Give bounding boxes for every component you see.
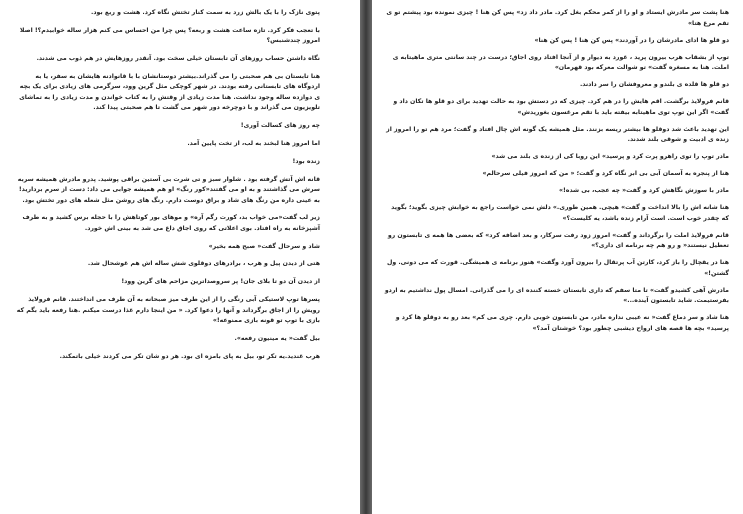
right-page [372, 0, 743, 514]
page-gutter [360, 0, 372, 514]
paragraph: قانم فرولایذ برگشت. اقم هایش را در هم کرد. چیزی که در دستش بود به حالت تهدید برای دو قلو ها تکان داد و گفت» اگر این توپ توی ماهیتابه بیفته باید با تقم مرغسون بغوریدش» [393, 98, 729, 116]
paragraph: هنا پشت سر مادرش ایستاد و او را از کمر محکم بغل کرد. مادر داد زد» پس کن هنا ! چیزی نمونده بود پیشتم تو ی تقم مرغ هتا» [386, 9, 729, 27]
paragraph: هنا تابستان بی هم صحبتی را می گذراند.بیشتر دوستانشان با با قانوادنه هایشان به سفر، یا به اردوگاه های تابستانی رفته بودند. در شهر کوچکی مثل گرین وود، سرگرمی های زیادی برای یک بچه ی دوازده ساله وجود نداشت. هنا مدت زیادی از وقتش را به کتاب خواندن و مدت زیادی را به تماشای تلویزیون می گذراند و با دوچرخه دور شهر می گشت تا هم صحبتی پیدا کند. [19, 72, 320, 112]
paragraph: هنا در یقچال را باز کرد، کارتن آب پرتقال را بیرون آورد وگفت» هنوز برنامه ی همیشگی. قورت که می دونی. ول گشتن!» [386, 259, 729, 277]
paragraph: اما امروز هنا لبخند به لب، از تخت پایین آمد. [187, 139, 320, 147]
paragraph: قانم فرولایذ املت را برگرداند و گفت» امروز زود رفت سرکار، و بعد اضافه کرد» که بعضی ها همه ی تابستون رو تعطیل نیستند« و رو هم چه برنامه ای داری؟» [387, 231, 729, 249]
paragraph: دو قلو ها قلده ی بلندو و معروفشان را سر دادند. [579, 81, 729, 88]
paragraph: این تهدید باعث شد دوقلو ها بیشتر ریسه بزنند. مثل همیشه یک گونه اش چال افتاد و گفت؛ مرد هم تو را امروز از زنده ی ادبیت و شوقی بلند شدند. [386, 125, 729, 143]
paragraph: زیر لب گفت«می خواب بد، کورت رگم آره» و موهای بور کوتاهش را با حجله برس کشید و به طرف آشپزخانه به راه افتاد. بوی اعلاتی که روی اجاق داغ می شد به بینی اش خورد. [22, 214, 320, 232]
paragraph: هنا از پنجره به آسمان آبی بی ابر نگاه کرد و گفت؛ « من که امروز فیلی سرحالم» [482, 170, 729, 177]
paragraph: قانه اش آتش گرفته بود . شلوار سبز و تی شرت بی آستین براقی پوشید. پدرو مادرش همیشه سربه سرش می گذاشتند و به او می گفتند«کور رنگ» او هم همیشه جوابی می داد: دست از سرم بردارید! به عینی داره من رنگ های شاد و براق دوست دارم. رنگ های روشن مثل شعله های دور تختش بود. [17, 175, 320, 204]
paragraph: بیل گفت« یه مینیون رفعه». [234, 334, 320, 342]
paragraph: دو قلو ها ادای مادرشان را در آوردند» پس کن هنا ! پس کن هنا» [534, 36, 729, 44]
paragraph: هنا شانه اش را بالا انداخت و گفت» هیچی. همین طوری.» دلش نمی خواست راجع به خوابش چیزی بگوید؛ بگوید که چقدر خوب است. است آرام زنده باشد، یه کلیست؟» [391, 204, 729, 222]
paragraph: هرب غندید.یه تکر تو، بیل به پای بامزه ای بود. هر دو شان تکر می کردند خیلی باتمکند. [59, 352, 320, 360]
paragraph: پسرها توپ لاستیکی آبی رنگی را از این طرف میز صبحانه به آن طرف می انداختند. قانم فرولایذ رویش را از اجاق برگرداند و آنها را دعوا کرد. « من اینجا دارم غذا درست میکنم .هنا رفعه باید بگم که بازی با توپ تو قونه بازی ممنوعه!» [16, 296, 320, 325]
paragraph: چه روز های کسالت آوری! [240, 122, 320, 130]
paragraph: از دیدن آن دو تا بلای جان! پر سروصداترین مزاحم های گرین وود! [121, 278, 320, 286]
paragraph: مادر توپ را توی راهرو پرت کرد و پرسید» این روبا کی از زنده ی بلند می شد» [491, 153, 729, 160]
paragraph: زنده بود! [292, 157, 320, 165]
paragraph: شاد و سرحال گفت« صبح همه بخیر» [208, 242, 320, 250]
paragraph: پتوی نازک را با یک بالش زرد به سمت کنار تختش نگاه کرد. هشت و ربع بود. [90, 9, 320, 16]
paragraph: توپ از بشقاب هرب بیرون پرید ، غورد به دیوار و از آنجا افتاد روی اجاق؛ درست در چند سانتی متری ماهیتابه ی املت. هنا به مسغره گفت» تو شوالت معرکه بود قهرمان» [392, 53, 729, 71]
paragraph: هتی از دیدن پیل و هرب ، برادرهای دوقلوی شش ساله اش هم غوشحال شد. [87, 260, 320, 268]
paragraph: با تعجب فکر کرد. تازه ساعت هشت و ربعه؟ پس چرا من احساس می کنم هزار ساله خوابیدم؟! اصلا امروز چندشنبس؟ [19, 26, 320, 45]
left-page [0, 0, 360, 514]
paragraph: نگاه داشتن حساب روزهای آن تابستان خیلی سخت بود. آنقدر روزهایش در هم ذوب می شدند. [36, 55, 320, 63]
paragraph: مادرش آهی کشیدو گفت» تا متا سفم که داری تابستان خسته کننده ای را می گذرانی. امسال پول نداشتیم به اردو بفرستیمت. شاید تابستون آینده...» [384, 286, 729, 304]
paragraph: هنا شاد و سر دماغ گفت« نه عیبی نداره مادر، من تابستون خوبی دارم. چری می کم» بعد رو به دوقلو ها کرد و پرسید» بچه ها قصه های ارواح دیشبی چطور بود؟ خوشتان آمد؟» [395, 314, 729, 332]
paragraph: مادر با سوزش نگاهش کرد و گفت« چه عجب، بی شده!» [558, 187, 729, 194]
